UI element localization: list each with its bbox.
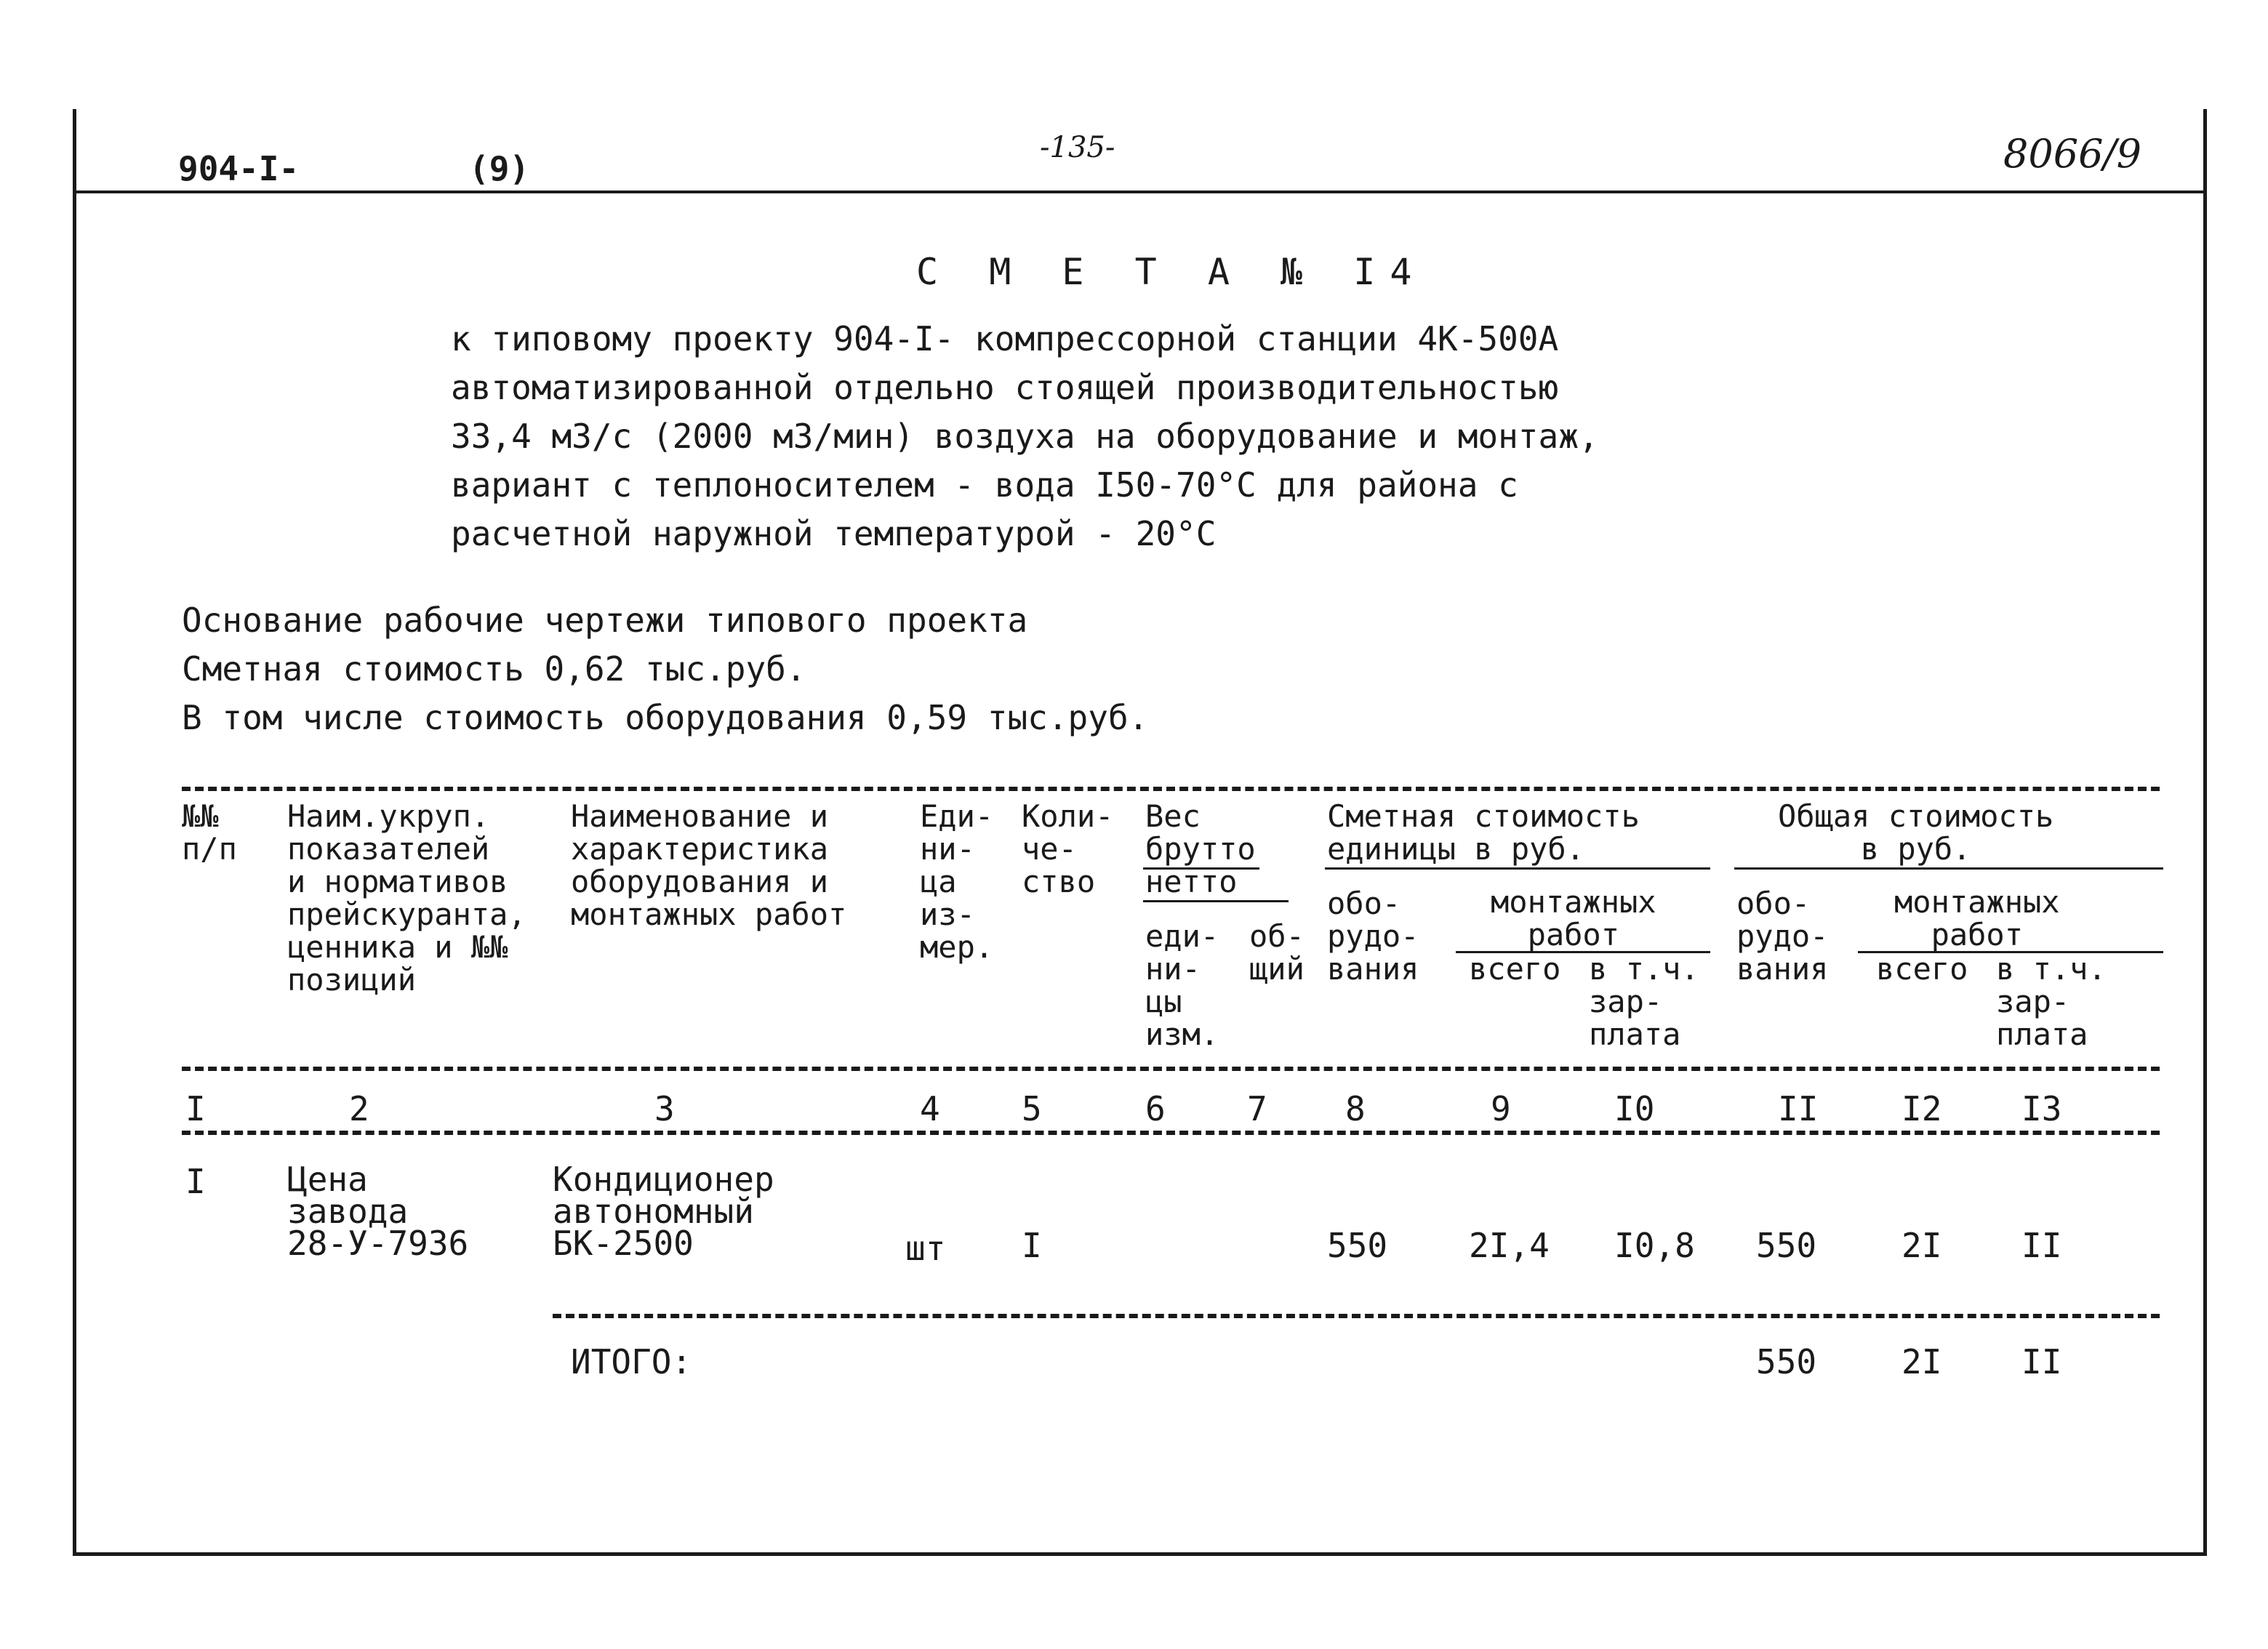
total-separator-rule [553, 1314, 2160, 1318]
unit-cost-underline [1325, 867, 1710, 870]
subtitle-line-1: к типовому проекту 904-I- компрессорной станции 4К-500А [451, 319, 1559, 358]
header-col-total-install-total: всего [1876, 951, 1968, 987]
row-unit: шт [905, 1229, 946, 1268]
total-install-wage: II [2021, 1342, 2062, 1381]
column-number-11: II [1778, 1089, 1819, 1128]
total-install-total: 2I [1902, 1342, 1942, 1381]
header-col-unit-install-total: всего [1469, 951, 1561, 987]
subtitle-line-3: 33,4 м3/с (2000 м3/мин) воздуха на оборудование и монтаж, [451, 417, 1599, 456]
column-number-2: 2 [349, 1089, 369, 1128]
subtitle-block [451, 315, 1599, 558]
header-unit-install: монтажных работ [1491, 884, 1656, 952]
table-top-rule [182, 787, 2160, 791]
header-col-unit-install-wage: в т.ч. зар- плата [1589, 951, 1699, 1052]
header-rule [73, 190, 2203, 193]
column-number-9: 9 [1491, 1089, 1511, 1128]
series-number: 904-I- [178, 149, 300, 188]
row-total-equipment: 550 [1756, 1226, 1817, 1265]
header-weight-brutto: брутто [1145, 831, 1256, 867]
row-total-install-total: 2I [1902, 1226, 1942, 1265]
basis-line-1: Основание рабочие чертежи типового проекта [182, 601, 1028, 640]
sheet-code: 8066/9 [2003, 131, 2141, 177]
column-number-4: 4 [920, 1089, 940, 1128]
subtitle-line-5: расчетной наружной температурой - 20°С [451, 514, 1217, 553]
header-col-total-install-wage: в т.ч. зар- плата [1996, 951, 2107, 1052]
header-weight: Вес [1145, 798, 1201, 834]
header-col-price-ref: Наим.укруп. показателей и нормативов прейскуранта, ценника и №№ позиций [287, 798, 526, 998]
column-number-12: I2 [1902, 1089, 1942, 1128]
header-col-unit-equipment: обо- рудо- вания [1327, 886, 1419, 987]
column-number-5: 5 [1022, 1089, 1042, 1128]
column-number-6: 6 [1145, 1089, 1166, 1128]
header-col-unit: Еди- ни- ца из- мер. [920, 798, 994, 965]
column-number-13: I3 [2021, 1089, 2062, 1128]
subtitle-line-2: автоматизированной отдельно стоящей производительностью [451, 368, 1559, 407]
page-number: -135- [1040, 131, 1115, 164]
row-total-install-wage: II [2021, 1226, 2062, 1265]
header-col-num: №№ п/п [182, 798, 237, 867]
row-name: Кондиционер автономный БК-2500 [553, 1160, 774, 1263]
header-col-total-equipment: обо- рудо- вания [1736, 886, 1829, 987]
estimated-cost-line: Сметная стоимость 0,62 тыс.руб. [182, 649, 806, 689]
row-price-ref: Цена завода 28-У-7936 [287, 1160, 469, 1263]
row-qty: I [1022, 1226, 1042, 1265]
netto-underline [1143, 900, 1289, 902]
header-total-install: монтажных работ [1894, 884, 2060, 952]
header-col-name: Наименование и характеристика оборудования и монтажных работ [571, 798, 847, 932]
header-col-total-weight: об- щий [1249, 918, 1305, 987]
row-unit-install-total: 2I,4 [1469, 1226, 1550, 1265]
equipment-cost-line: В том числе стоимость оборудования 0,59 тыс.руб. [182, 698, 1149, 737]
column-number-8: 8 [1345, 1089, 1366, 1128]
header-col-qty: Коли- че- ство [1022, 798, 1114, 899]
column-numbers-rule [182, 1131, 2160, 1135]
header-unit-cost: Сметная стоимость единицы в руб. [1327, 798, 1640, 867]
column-number-1: I [185, 1089, 206, 1128]
row-num: I [185, 1162, 206, 1201]
column-number-10: I0 [1614, 1089, 1655, 1128]
total-cost-underline [1734, 867, 2163, 870]
header-bottom-rule [182, 1067, 2160, 1071]
header-col-unit-weight: еди- ни- цы изм. [1145, 918, 1219, 1052]
basis-block [182, 596, 1148, 742]
column-number-7: 7 [1247, 1089, 1267, 1128]
header-weight-netto: нетто [1145, 864, 1238, 899]
subtitle-line-4: вариант с теплоносителем - вода I50-70°С для района с [451, 465, 1518, 505]
header-total-cost: Общая стоимость в руб. [1778, 798, 2054, 867]
column-number-3: 3 [654, 1089, 675, 1128]
total-label: ИТОГО: [571, 1342, 692, 1381]
row-unit-install-wage: I0,8 [1614, 1226, 1695, 1265]
part-number: (9) [469, 149, 530, 188]
total-equipment: 550 [1756, 1342, 1817, 1381]
document-title: С М Е Т А № I4 [916, 251, 1427, 293]
row-unit-equipment: 550 [1327, 1226, 1388, 1265]
